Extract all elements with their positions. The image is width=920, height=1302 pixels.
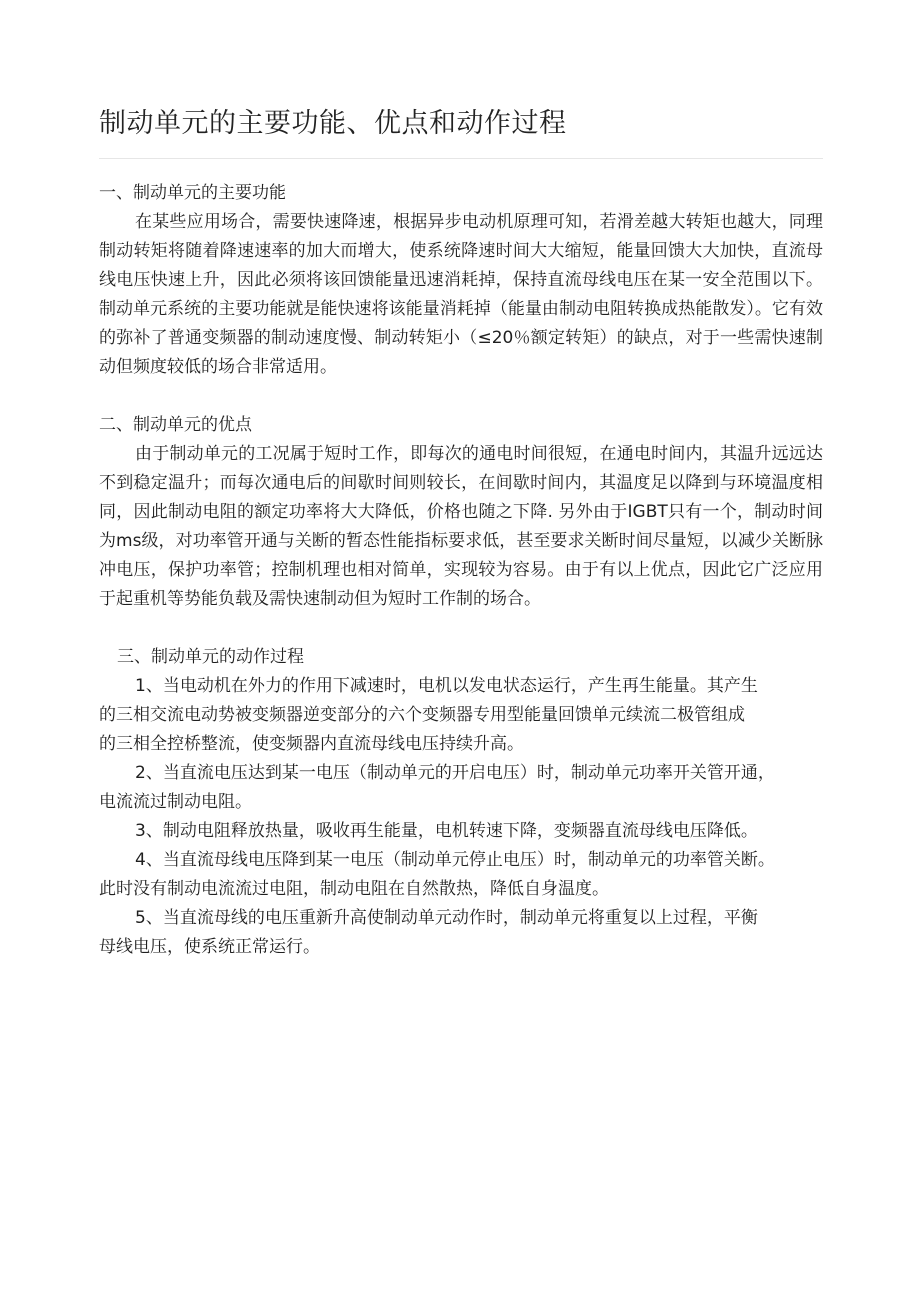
step-line: 的三相全控桥整流，使变频器内直流母线电压持续升高。	[99, 734, 524, 754]
section-paragraph: 在某些应用场合，需要快速降速，根据异步电动机原理可知，若滑差越大转矩也越大，同理制动转矩将随着降速速率的加大而增大，使系统降速时间大大缩短，能量回馈大大加快，直流母线电压快速上升，因此必须将该回馈能量迅速消耗掉，保持直流母线电压在某一安全范围以下。制动单元系统的主要功能就是能快速将该能量消耗掉（能量由制动电阻转换成热能散发）。它有效的弥补了普通变频器的制动速度慢、制动转矩小（≤20％额定转矩）的缺点，对于一些需快速制动但频度较低的场合非常适用。	[99, 212, 823, 377]
step-line: 电流流过制动电阻。	[99, 792, 252, 812]
step-item	[99, 817, 823, 846]
step-item	[99, 904, 823, 962]
step-item	[99, 759, 823, 817]
step-line: 1、当电动机在外力的作用下减速时，电机以发电状态运行，产生再生能量。其产生	[135, 676, 758, 696]
section-main-functions	[99, 179, 823, 382]
step-line: 母线电压，使系统正常运行。	[99, 937, 320, 957]
step-line: 2、当直流电压达到某一电压（制动单元的开启电压）时，制动单元功率开关管开通，	[135, 763, 775, 783]
step-line: 4、当直流母线电压降到某一电压（制动单元停止电压）时，制动单元的功率管关断。	[135, 850, 775, 870]
title-divider	[99, 158, 823, 159]
step-item	[99, 846, 823, 904]
step-line: 此时没有制动电流流过电阻，制动电阻在自然散热，降低自身温度。	[99, 879, 609, 899]
section-heading: 三、制动单元的动作过程	[117, 647, 304, 667]
step-line: 5、当直流母线的电压重新升高使制动单元动作时，制动单元将重复以上过程，平衡	[135, 908, 758, 928]
section-paragraph: 由于制动单元的工况属于短时工作，即每次的通电时间很短，在通电时间内，其温升远远达不到稳定温升；而每次通电后的间歇时间则较长，在间歇时间内，其温度足以降到与环境温度相同，因此制动电阻的额定功率将大大降低，价格也随之下降. 另外由于IGBT只有一个，制动时间为ms级，对功率管开通与关断的暂态性能指标要求低，甚至要求关断时间尽量短，以减少关断脉冲电压，保护功率管；控制机理也相对简单，实现较为容易。由于有以上优点，因此它广泛应用于起重机等势能负载及需快速制动但为短时工作制的场合。	[99, 444, 823, 609]
document-body	[99, 179, 823, 962]
section-action-process	[99, 643, 823, 962]
step-line: 3、制动电阻释放热量，吸收再生能量，电机转速下降，变频器直流母线电压降低。	[135, 821, 758, 841]
section-heading: 一、制动单元的主要功能	[99, 183, 286, 203]
section-advantages	[99, 411, 823, 614]
document-title: 制动单元的主要功能、优点和动作过程	[99, 108, 567, 139]
section-heading: 二、制动单元的优点	[99, 415, 252, 435]
step-item	[99, 672, 823, 759]
step-line: 的三相交流电动势被变频器逆变部分的六个变频器专用型能量回馈单元续流二极管组成	[99, 705, 745, 725]
